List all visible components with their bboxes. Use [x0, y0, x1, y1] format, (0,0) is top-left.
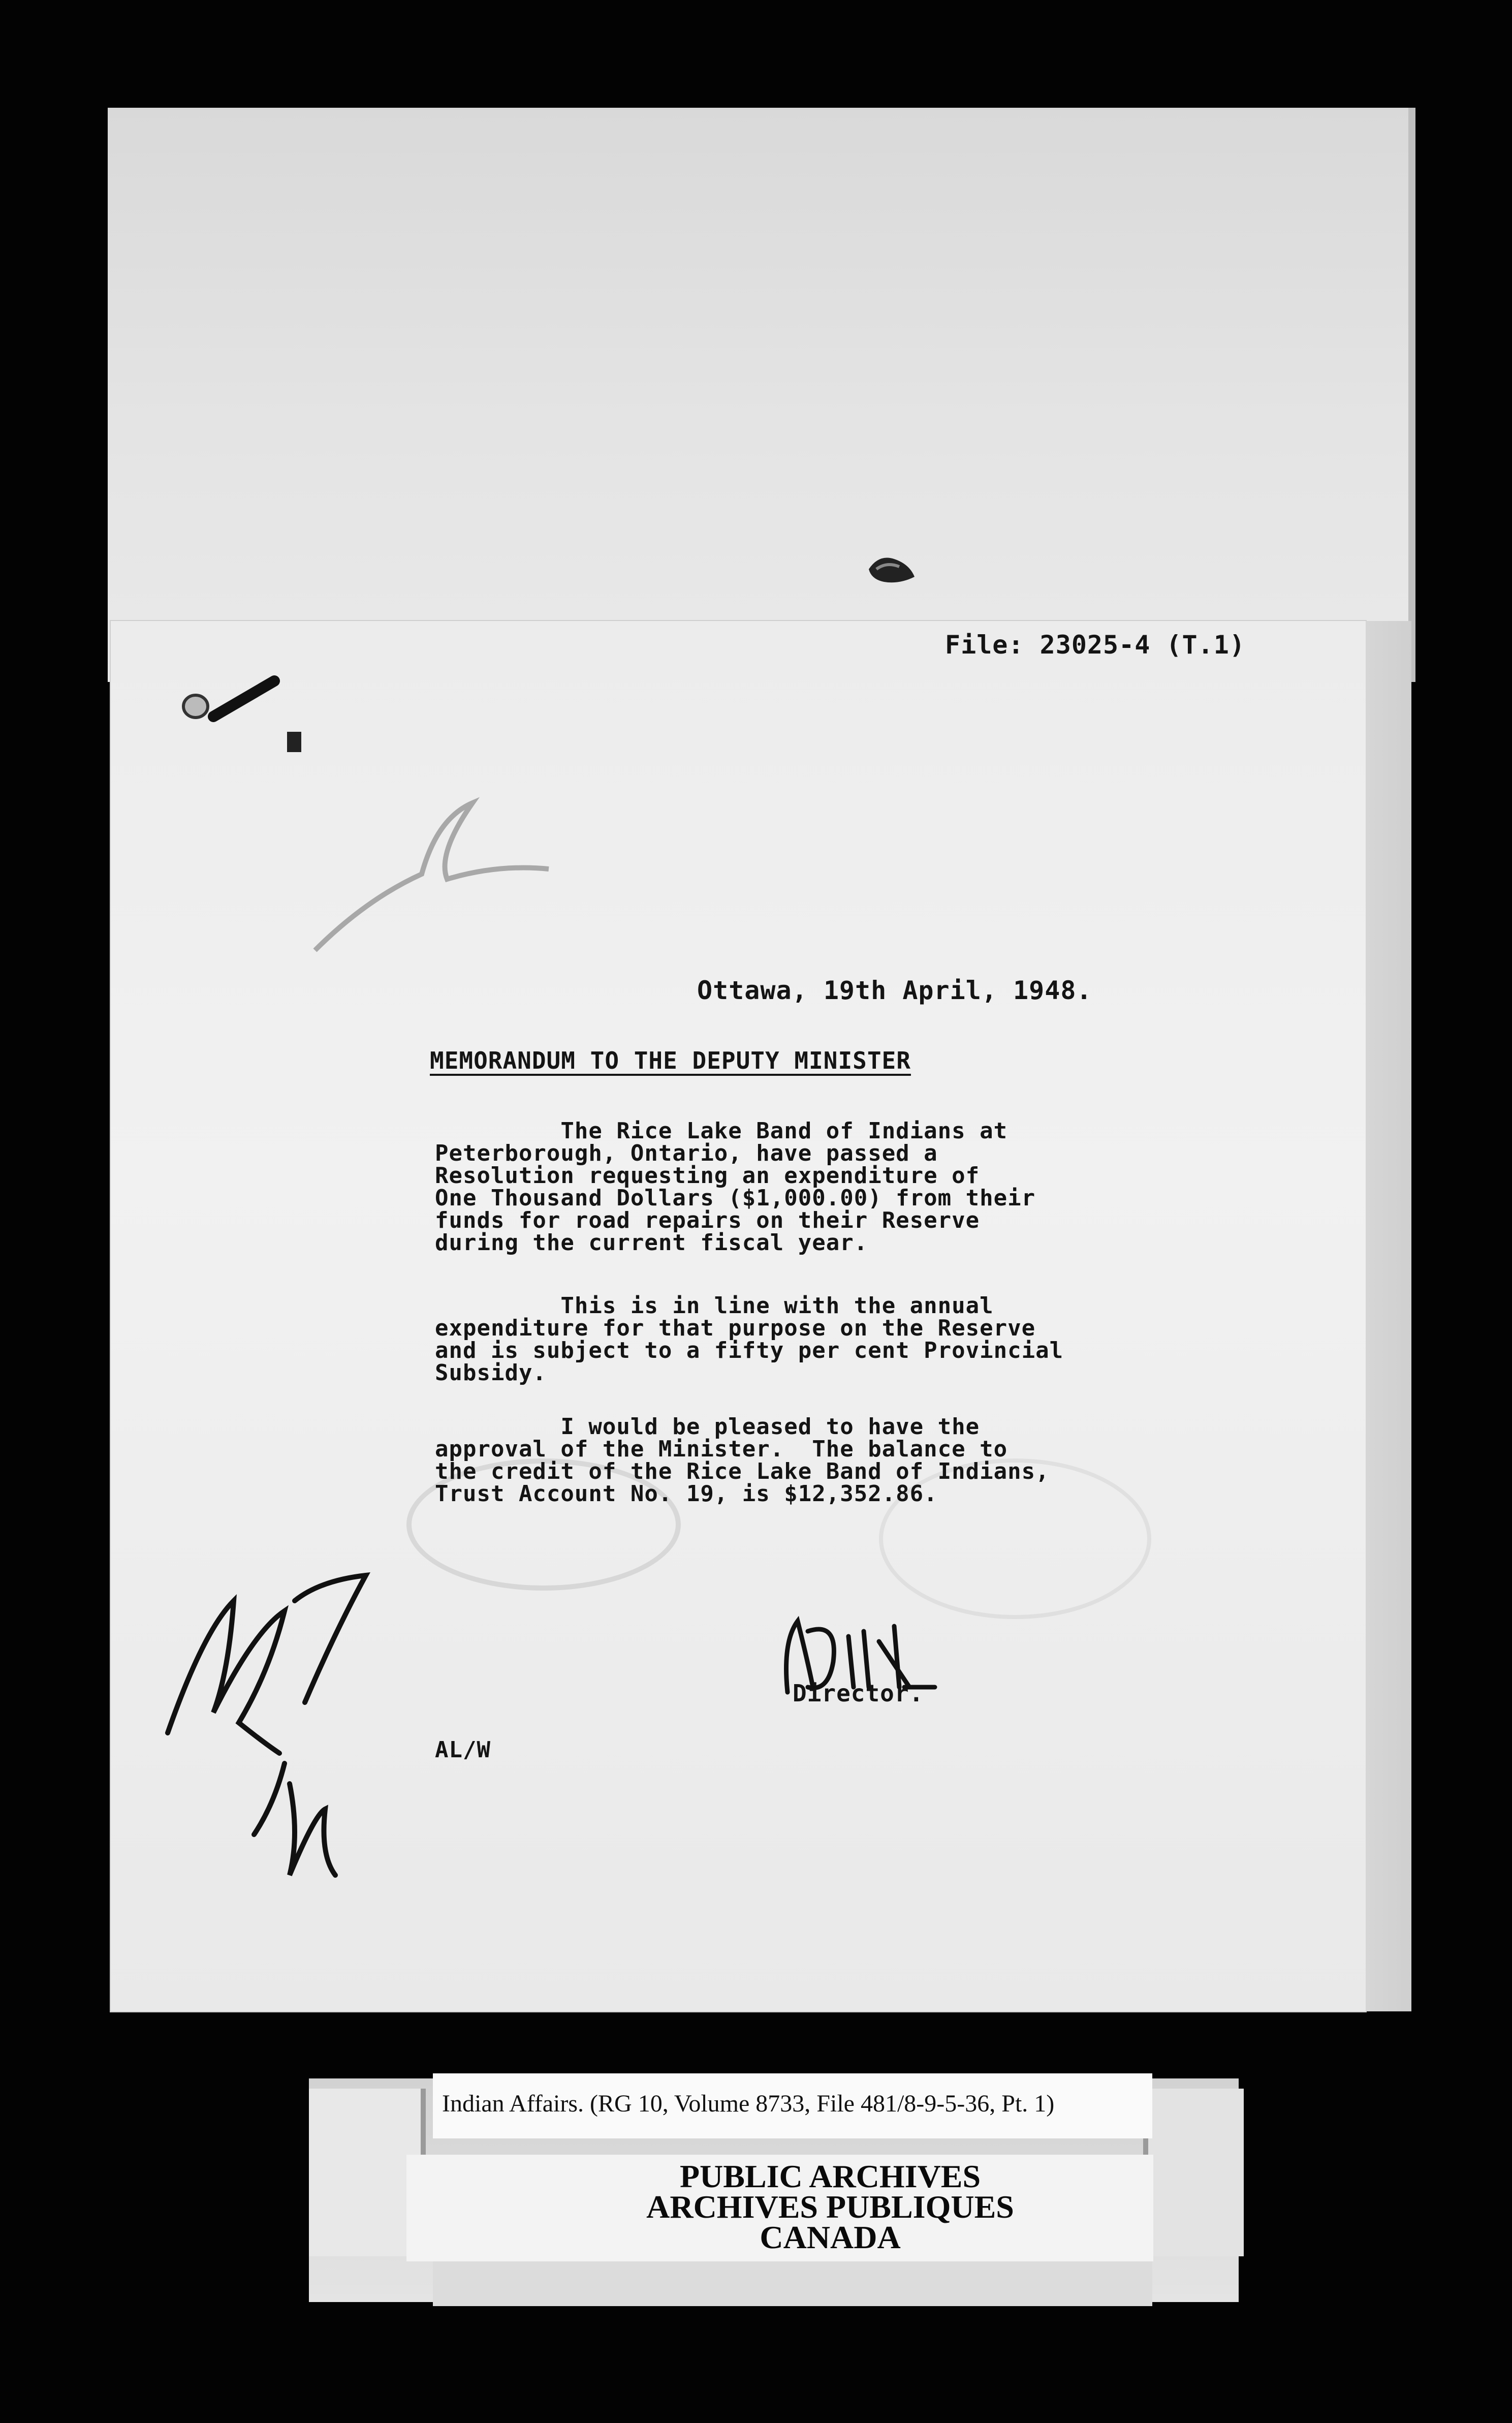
archives-line-french: ARCHIVES PUBLIQUES	[646, 2189, 1014, 2225]
clip-mark-icon	[864, 549, 920, 589]
memo-heading: MEMORANDUM TO THE DEPUTY MINISTER	[430, 1047, 911, 1074]
sheet-edge	[1366, 621, 1411, 2011]
back-sheet	[108, 108, 1415, 682]
archives-line-country: CANADA	[760, 2219, 901, 2255]
archive-citation: Indian Affairs. (RG 10, Volume 8733, File 481/8-9-5-36, Pt. 1)	[442, 2090, 1055, 2117]
pencil-mark-icon	[305, 788, 569, 966]
paragraph-request: The Rice Lake Band of Indians at Peterborough, Ontario, have passed a Resolution requesting an expenditure of One Thousand Dollars ($1,000.00) from their funds for road repairs on their Reserve during the current fiscal year.	[435, 1118, 1036, 1256]
typist-initials: AL/W	[435, 1737, 491, 1763]
archives-line-english: PUBLIC ARCHIVES	[679, 2158, 981, 2194]
paragraph-approval: I would be pleased to have the approval of the Minister. The balance to the credit of the Rice Lake Band of Indians, Trust Account No. 19, is $12,352.86.	[435, 1414, 1050, 1507]
margin-initials-icon	[152, 1570, 386, 1901]
paragraph-subsidy: This is in line with the annual expenditure for that purpose on the Reserve and is subject to a fifty per cent Provincial Subsidy.	[435, 1293, 1064, 1386]
signer-title: Director.	[793, 1680, 924, 1707]
label-bottom-strip	[433, 2261, 1152, 2306]
dateline: Ottawa, 19th April, 1948.	[697, 976, 1092, 1005]
staple-mark-icon	[173, 671, 335, 772]
file-number: File: 23025-4 (T.1)	[945, 630, 1245, 660]
